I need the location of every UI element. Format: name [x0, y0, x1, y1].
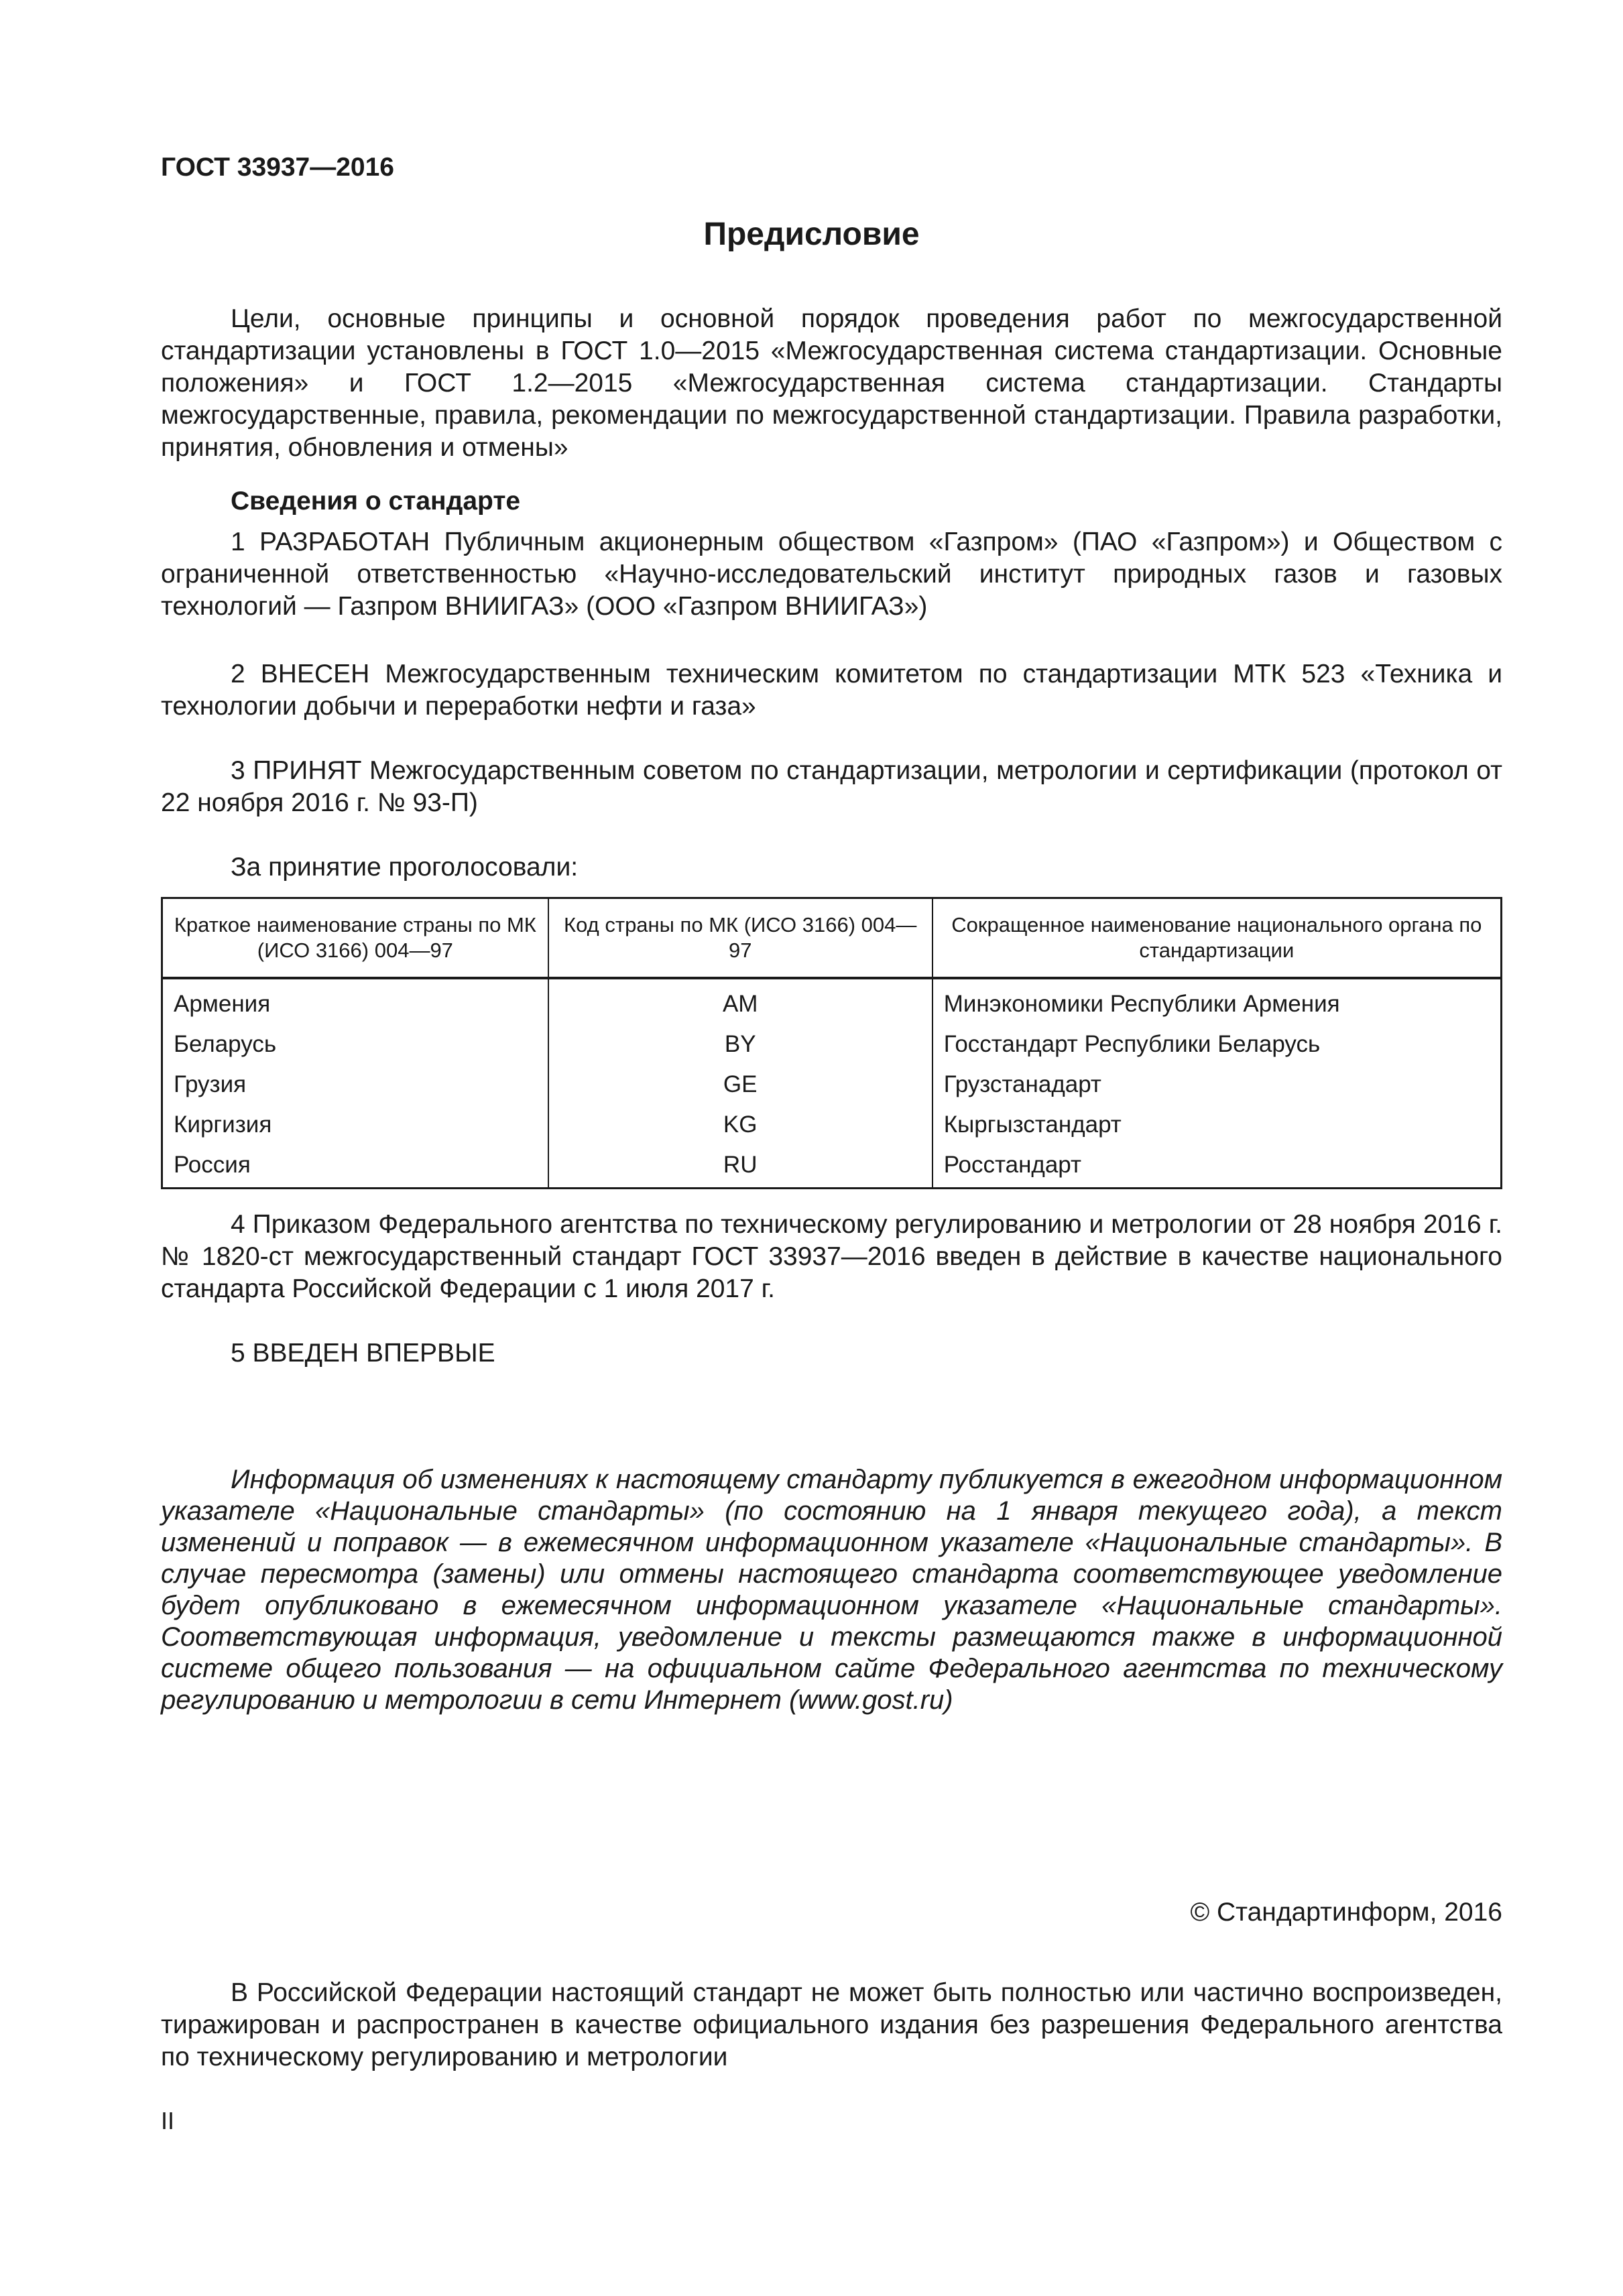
country-cell: Россия	[162, 1144, 548, 1189]
page-title: Предисловие	[703, 217, 920, 252]
table-row	[162, 978, 1502, 1024]
item-1-developed	[161, 526, 1502, 623]
item-4-enacted	[161, 1209, 1502, 1305]
item-2-text: 2 ВНЕСЕН Межгосударственным техническим комитетом по стандартизации МТК 523 «Техника и технологии добычи и переработки нефти и газа»	[161, 660, 1502, 721]
item-1-text: 1 РАЗРАБОТАН Публичным акционерным обществом «Газпром» (ПАО «Газпром») и Обществом с ограниченной ответственностью «Научно-исследовательский институт природных газов и газовых технологий — Газпром ВНИИГАЗ» (ООО «Газпром ВНИИГАЗ»)	[161, 528, 1502, 621]
code-cell: BY	[548, 1024, 933, 1064]
country-cell: Грузия	[162, 1064, 548, 1104]
page-number: II	[161, 2107, 175, 2134]
table-row	[162, 1104, 1502, 1144]
table-row	[162, 1064, 1502, 1104]
body-cell: Кыргызстандарт	[933, 1104, 1502, 1144]
reproduction-rights-text: В Российской Федерации настоящий стандарт не может быть полностью или частично воспроизведен, тиражирован и распространен в качестве официального издания без разрешения Федерального агентства по техническому регулированию и метрологии	[161, 1978, 1502, 2071]
code-cell: KG	[548, 1104, 933, 1144]
document-code: ГОСТ 33937—2016	[161, 153, 394, 182]
changes-info-notice	[161, 1464, 1502, 1716]
copyright-notice: © Стандартинформ, 2016	[1190, 1898, 1502, 1927]
about-standard-heading: Сведения о стандарте	[231, 487, 521, 516]
item-3-adopted	[161, 755, 1502, 819]
column-header-country: Краткое наименование страны по МК (ИСО 3166) 004—97	[162, 898, 548, 979]
voting-table	[161, 897, 1502, 1189]
item-2-submitted	[161, 658, 1502, 723]
country-cell: Киргизия	[162, 1104, 548, 1144]
code-cell: GE	[548, 1064, 933, 1104]
item-5-introduced: 5 ВВЕДЕН ВПЕРВЫЕ	[231, 1339, 495, 1368]
country-cell: Армения	[162, 978, 548, 1024]
reproduction-rights-notice	[161, 1977, 1502, 2073]
vote-heading: За принятие проголосовали:	[231, 853, 579, 882]
column-header-body: Сокращенное наименование национального органа по стандартизации	[933, 898, 1502, 979]
code-cell: AM	[548, 978, 933, 1024]
body-cell: Госстандарт Республики Беларусь	[933, 1024, 1502, 1064]
intro-paragraph	[161, 303, 1502, 464]
body-cell: Росстандарт	[933, 1144, 1502, 1189]
table-row	[162, 1144, 1502, 1189]
table-row	[162, 1024, 1502, 1064]
table-header-row	[162, 898, 1502, 979]
code-cell: RU	[548, 1144, 933, 1189]
body-cell: Минэкономики Республики Армения	[933, 978, 1502, 1024]
item-4-text: 4 Приказом Федерального агентства по техническому регулированию и метрологии от 28 ноября 2016 г. № 1820-ст межгосударственный стандарт ГОСТ 33937—2016 введен в действие в качестве национального стандарта Российской Федерации с 1 июля 2017 г.	[161, 1210, 1502, 1303]
changes-info-text: Информация об изменениях к настоящему стандарту публикуется в ежегодном информационном указателе «Национальные стандарты» (по состоянию на 1 января текущего года), а текст изменений и поправок — в ежемесячном информационном указателе «Национальные стандарты». В случае пересмотра (замены) или отмены настоящего стандарта соответствующее уведомление будет опубликовано в ежемесячном информационном указателе «Национальные стандарты». Соответствующая информация, уведомление и тексты размещаются также в информационной системе общего пользования — на официальном сайте Федерального агентства по техническому регулированию и метрологии в сети Интернет (www.gost.ru)	[161, 1465, 1502, 1715]
item-3-text: 3 ПРИНЯТ Межгосударственным советом по стандартизации, метрологии и сертификации (протокол от 22 ноября 2016 г. № 93-П)	[161, 756, 1502, 817]
column-header-code: Код страны по МК (ИСО 3166) 004—97	[548, 898, 933, 979]
intro-text: Цели, основные принципы и основной порядок проведения работ по межгосударственной стандартизации установлены в ГОСТ 1.0—2015 «Межгосударственная система стандартизации. Основные положения» и ГОСТ 1.2—2015 «Межгосударственная система стандартизации. Стандарты межгосударственные, правила, рекомендации по межгосударственной стандартизации. Правила разработки, принятия, обновления и отмены»	[161, 304, 1502, 462]
body-cell: Грузстанадарт	[933, 1064, 1502, 1104]
country-cell: Беларусь	[162, 1024, 548, 1064]
